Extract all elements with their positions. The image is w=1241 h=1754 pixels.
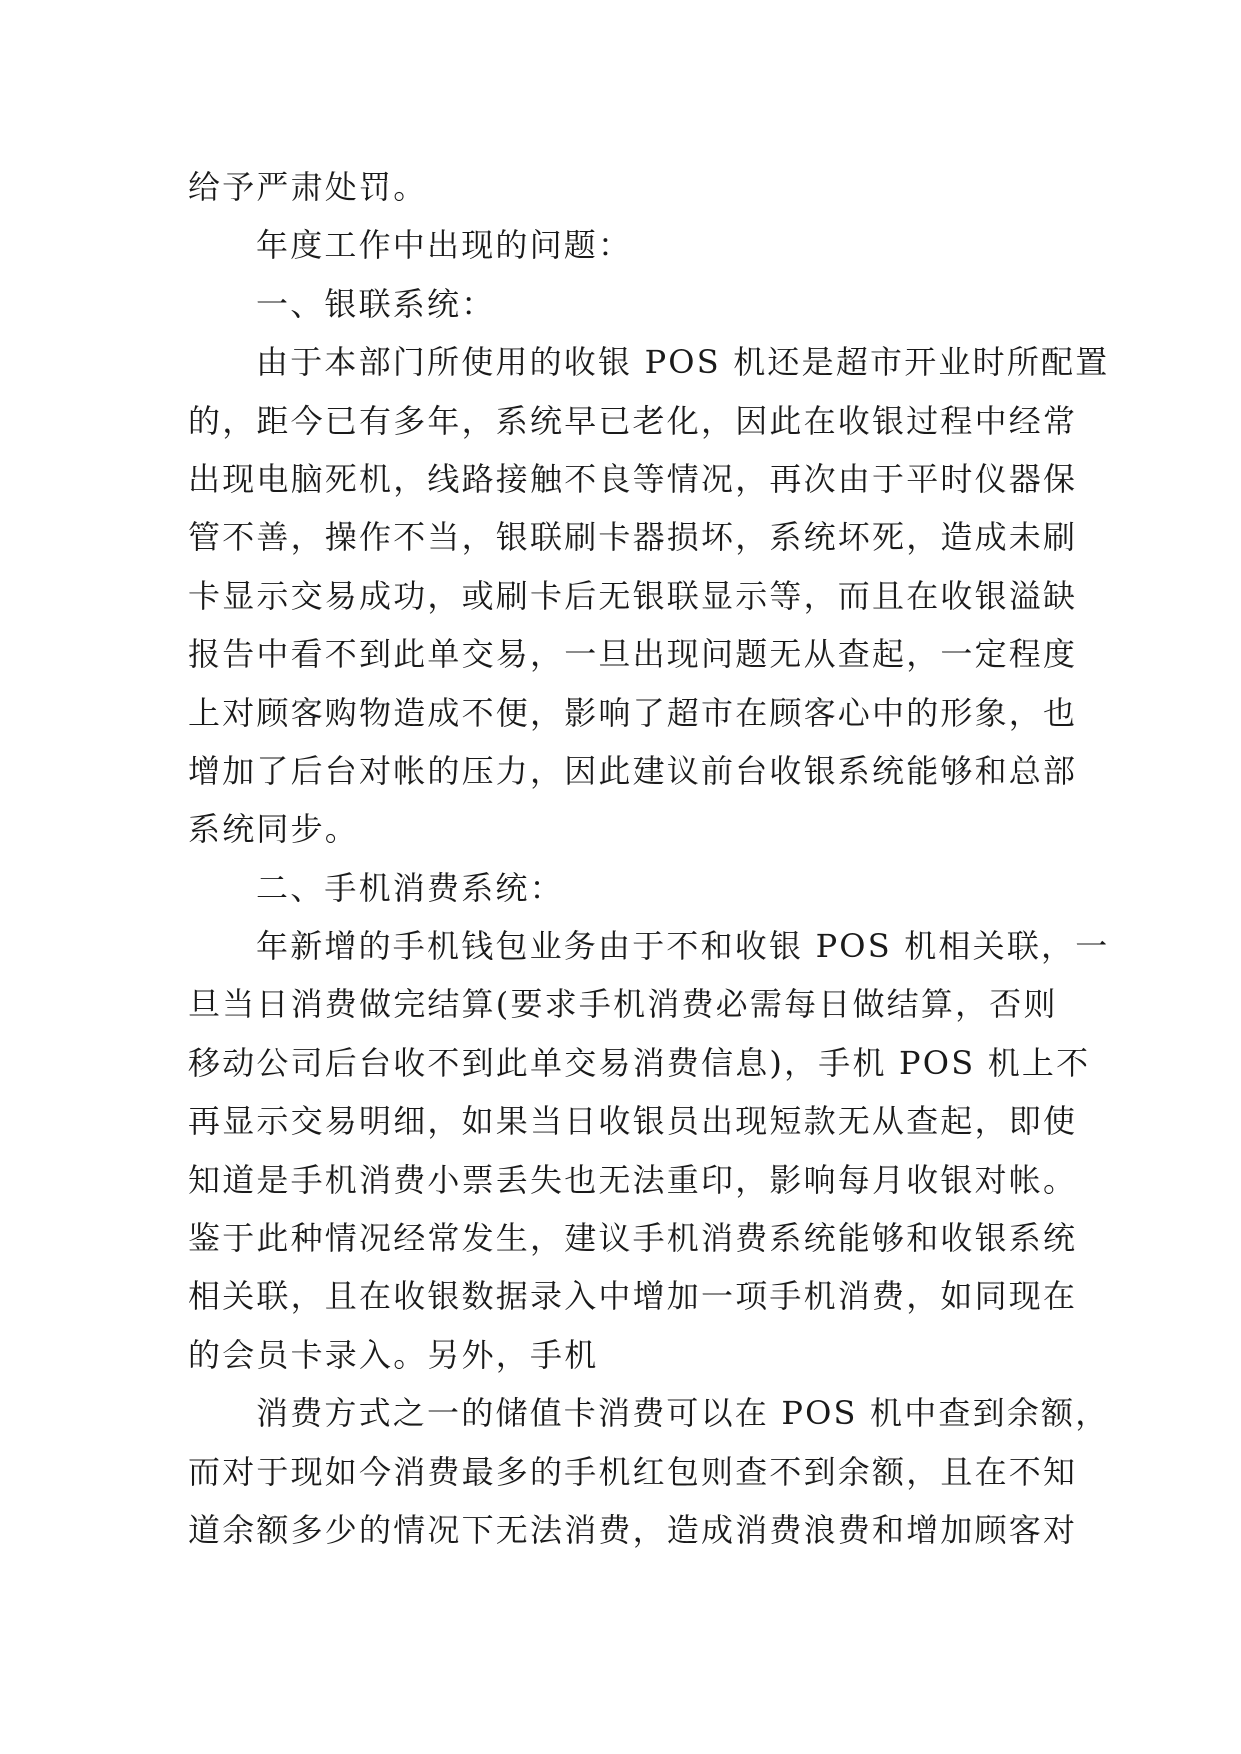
text-line: 出现电脑死机，线路接触不良等情况，再次由于平时仪器保 — [188, 459, 1078, 498]
text-line: 旦当日消费做完结算(要求手机消费必需每日做结算，否则 — [188, 985, 1058, 1024]
text-line: 的会员卡录入。另外，手机 — [188, 1335, 599, 1374]
text-line: 管不善，操作不当，银联刷卡器损坏，系统坏死，造成未刷 — [188, 518, 1078, 557]
text-line: 知道是手机消费小票丢失也无法重印，影响每月收银对帐。 — [188, 1160, 1078, 1199]
paragraph-first-line: 二、手机消费系统： — [256, 868, 564, 907]
document-body — [188, 158, 1110, 1559]
text-line: 再显示交易明细，如果当日收银员出现短款无从查起，即使 — [188, 1102, 1078, 1141]
paragraph-first-line: 年度工作中出现的问题： — [256, 226, 633, 265]
paragraph-first-line: 消费方式之一的储值卡消费可以在 POS 机中查到余额， — [256, 1394, 1110, 1433]
text-line: 系统同步。 — [188, 810, 360, 849]
text-line: 道余额多少的情况下无法消费，造成消费浪费和增加顾客对 — [188, 1510, 1078, 1549]
text-line: 增加了后台对帐的压力，因此建议前台收银系统能够和总部 — [188, 751, 1078, 790]
text-line: 给予严肃处罚。 — [188, 168, 428, 206]
text-line: 移动公司后台收不到此单交易消费信息)，手机 POS 机上不 — [188, 1043, 1091, 1082]
text-line: 相关联，且在收银数据录入中增加一项手机消费，如同现在 — [188, 1277, 1078, 1316]
paragraph-first-line: 一、银联系统： — [256, 284, 496, 323]
paragraph-first-line: 由于本部门所使用的收银 POS 机还是超市开业时所配置 — [256, 343, 1110, 382]
text-line: 而对于现如今消费最多的手机红包则查不到余额，且在不知 — [188, 1452, 1078, 1491]
text-line: 的，距今已有多年，系统早已老化，因此在收银过程中经常 — [188, 401, 1078, 440]
text-line: 上对顾客购物造成不便，影响了超市在顾客心中的形象，也 — [188, 693, 1078, 732]
paragraph-first-line: 年新增的手机钱包业务由于不和收银 POS 机相关联，一 — [256, 927, 1110, 966]
text-line: 报告中看不到此单交易，一旦出现问题无从查起，一定程度 — [188, 635, 1078, 674]
text-line: 鉴于此种情况经常发生，建议手机消费系统能够和收银系统 — [188, 1219, 1078, 1258]
text-line: 卡显示交易成功，或刷卡后无银联显示等，而且在收银溢缺 — [188, 576, 1078, 615]
